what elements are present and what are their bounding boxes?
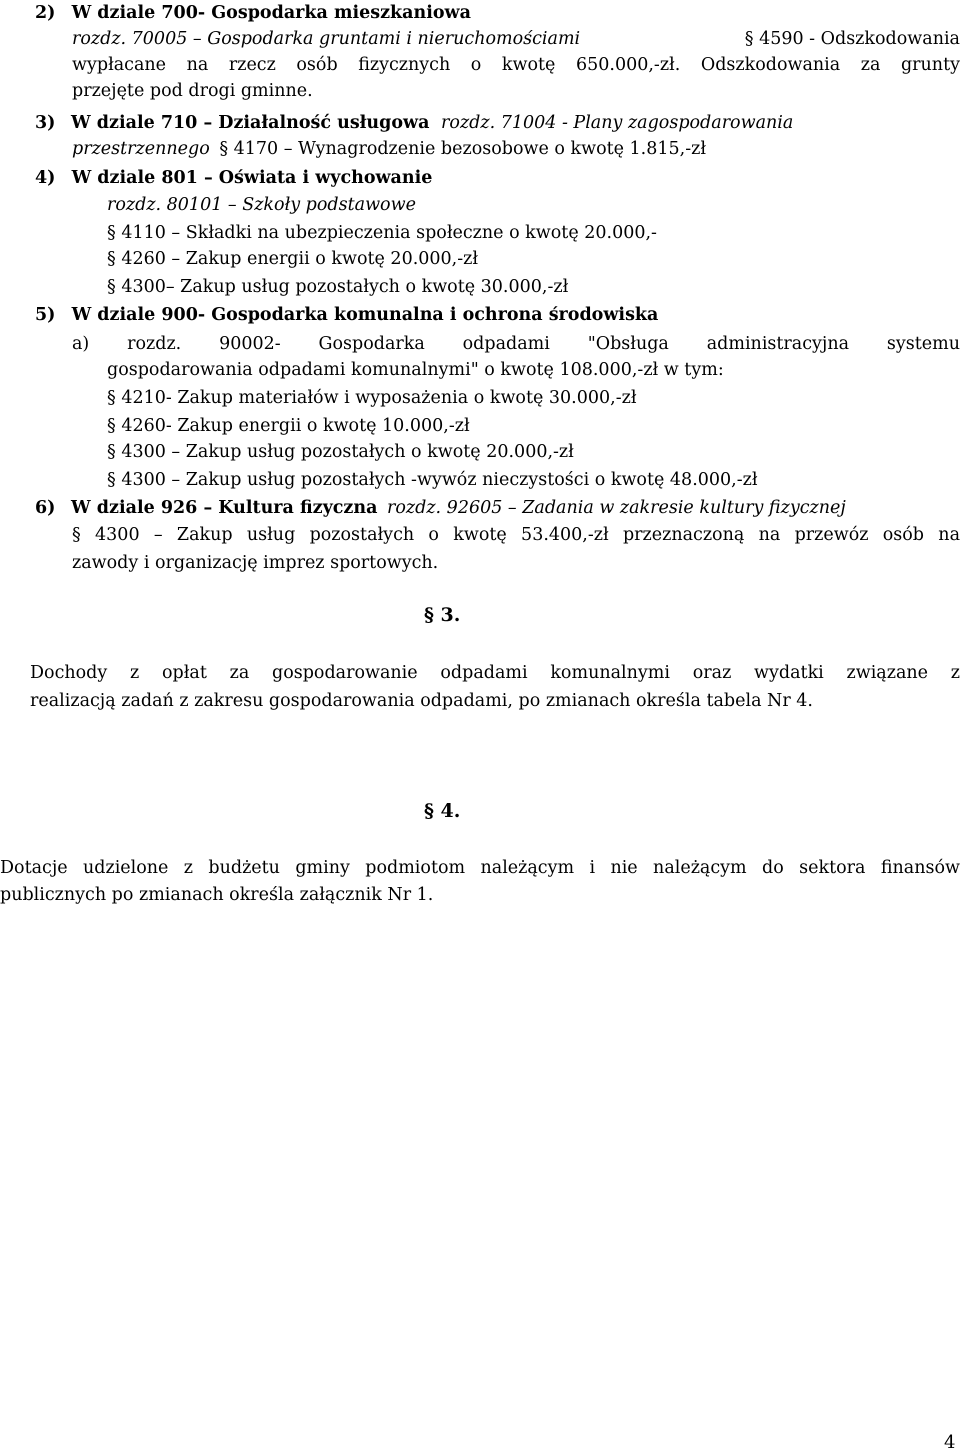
item-3-paragraph-ref: § 4170 – Wynagrodzenie bezosobowe o kwotę 1.815,-zł (219, 139, 707, 159)
item-5-title: W dziale 900- Gospodarka komunalna i ochrona środowiska (71, 305, 659, 325)
section-4-title: § 4. (424, 800, 461, 822)
item-5-heading (35, 302, 658, 328)
item-4-number: 4) (35, 168, 56, 188)
section-3-paragraph-line-1: Dochody z opłat za gospodarowanie odpadami komunalnymi oraz wydatki związane z (30, 663, 960, 683)
item-6-line-2: zawody i organizację imprez sportowych. (72, 553, 439, 573)
item-5-a-line-1: a) rozdz. 90002- Gospodarka odpadami "Obsługa administracyjna systemu (72, 334, 960, 354)
item-6-number: 6) (35, 498, 56, 518)
section-4-paragraph-line-2: publicznych po zmianach określa załącznik Nr 1. (0, 885, 434, 905)
item-2-number: 2) (35, 3, 56, 23)
item-2-line-1 (72, 26, 960, 52)
item-4-rozdz: rozdz. 80101 – Szkoły podstawowe (107, 195, 416, 215)
item-4-heading (35, 165, 432, 191)
item-5-line-1: § 4210- Zakup materiałów i wyposażenia o kwotę 30.000,-zł (107, 388, 637, 408)
item-3-line-2 (72, 136, 706, 162)
item-4-title: W dziale 801 – Oświata i wychowanie (71, 168, 433, 188)
item-5-a-line-2: gospodarowania odpadami komunalnymi" o kwotę 108.000,-zł w tym: (107, 360, 724, 380)
item-5-number: 5) (35, 305, 56, 325)
item-4-line-2: § 4260 – Zakup energii o kwotę 20.000,-zł (107, 249, 479, 269)
section-4-paragraph-line-1: Dotacje udzielone z budżetu gminy podmiotom należącym i nie należącym do sektora finansów (0, 858, 960, 878)
item-2-heading (35, 0, 471, 26)
item-2-paragraph-ref: § 4590 - Odszkodowania (744, 29, 960, 49)
item-4-line-3: § 4300– Zakup usług pozostałych o kwotę 30.000,-zł (107, 277, 569, 297)
item-3-heading (35, 110, 793, 136)
section-3-title: § 3. (424, 604, 461, 626)
item-3-rozdz: rozdz. 71004 - Plany zagospodarowania (441, 113, 794, 133)
item-6-heading (35, 495, 846, 521)
item-6-rozdz: rozdz. 92605 – Zadania w zakresie kultury fizycznej (387, 498, 846, 518)
item-6-line-1: § 4300 – Zakup usług pozostałych o kwotę 53.400,-zł przeznaczoną na przewóz osób na (72, 525, 960, 545)
item-3-number: 3) (35, 113, 56, 133)
item-2-line-3: przejęte pod drogi gminne. (72, 81, 313, 101)
item-2-title: W dziale 700- Gospodarka mieszkaniowa (71, 3, 471, 23)
item-3-title: W dziale 710 – Działalność usługowa (71, 113, 430, 133)
item-5-line-4: § 4300 – Zakup usług pozostałych -wywóz nieczystości o kwotę 48.000,-zł (107, 470, 758, 490)
item-5-line-3: § 4300 – Zakup usług pozostałych o kwotę 20.000,-zł (107, 442, 574, 462)
item-2-line-2: wypłacane na rzecz osób fizycznych o kwotę 650.000,-zł. Odszkodowania za grunty (72, 55, 960, 75)
item-2-rozdz: rozdz. 70005 – Gospodarka gruntami i nieruchomościami (72, 29, 581, 49)
page-number: 4 (944, 1432, 956, 1453)
item-4-line-1: § 4110 – Składki na ubezpieczenia społeczne o kwotę 20.000,- (107, 223, 657, 243)
section-3-paragraph-line-2: realizacją zadań z zakresu gospodarowania odpadami, po zmianach określa tabela Nr 4. (30, 691, 813, 711)
item-5-line-2: § 4260- Zakup energii o kwotę 10.000,-zł (107, 416, 470, 436)
item-6-title: W dziale 926 – Kultura fizyczna (71, 498, 378, 518)
item-3-rozdz-cont: przestrzennego (72, 139, 210, 159)
